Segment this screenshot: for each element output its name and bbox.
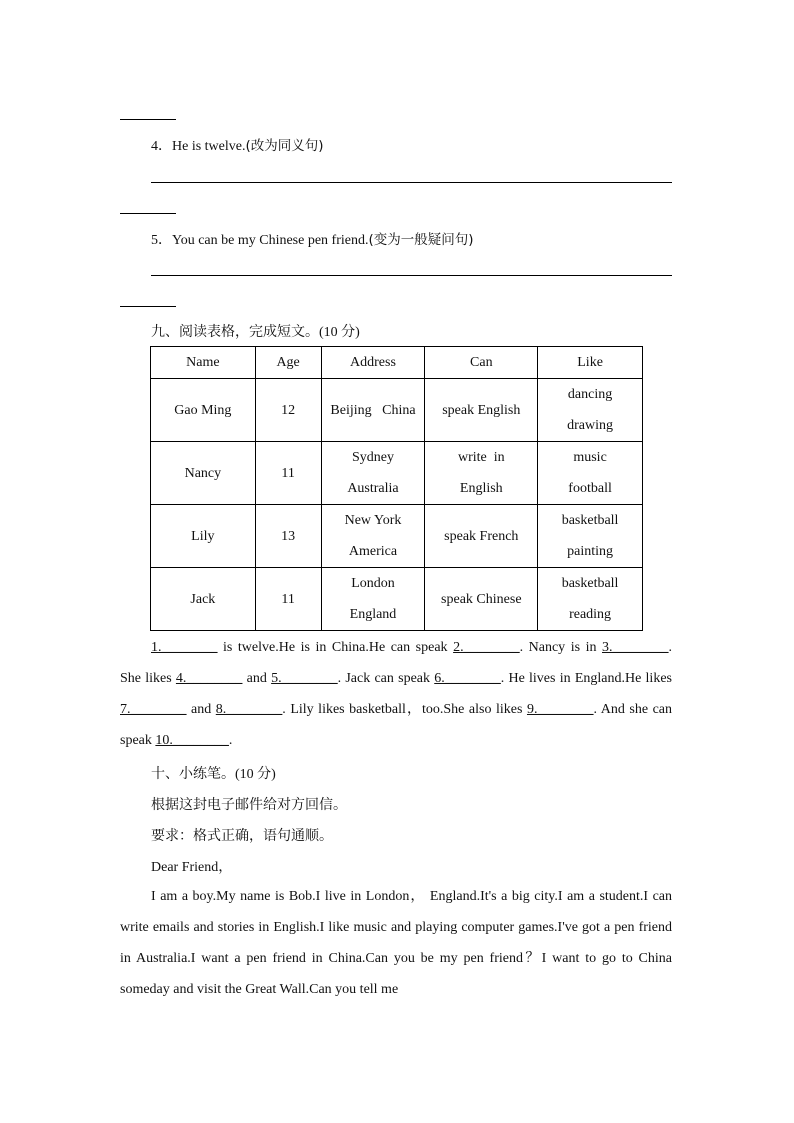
header-address: Address [321, 347, 425, 379]
blank-7[interactable]: 7.________ [120, 702, 187, 717]
question-4-number: 4． [151, 139, 172, 154]
blank-9[interactable]: 9.________ [526, 702, 594, 717]
section-10-instruction: 根据这封电子邮件给对方回信。 [151, 797, 347, 813]
section-9-heading [151, 321, 360, 341]
passage-text: . And she can speak [120, 702, 672, 748]
question-5 [151, 228, 474, 249]
cell-age: 11 [255, 568, 321, 631]
cell-address-line: America [348, 544, 398, 559]
cell-like [538, 568, 643, 631]
table-row [151, 379, 643, 442]
cell-address-line: London [351, 576, 395, 591]
question-4 [151, 134, 324, 155]
cell-name: Jack [151, 568, 256, 631]
question-5-text: You can be my Chinese pen friend. [172, 233, 369, 248]
cell-name: Gao Ming [151, 379, 256, 442]
cell-like-line: music [573, 450, 607, 465]
question-4-hint: (改为同义句) [245, 138, 324, 154]
cell-like [538, 442, 643, 505]
question-5-hint: (变为一般疑问句) [368, 232, 474, 248]
cell-like [538, 379, 643, 442]
passage-text: . [228, 733, 233, 748]
section-10-heading [151, 763, 276, 783]
cell-like-line: football [568, 481, 612, 496]
cell-address-line: Sydney [351, 450, 394, 465]
cell-can [425, 568, 538, 631]
passage-text: . Jack can speak [337, 671, 435, 686]
answer-line-5[interactable] [151, 275, 672, 276]
cell-can-line: speak English [442, 402, 521, 418]
passage-text: . Lily likes basketball，too.She also likes [282, 702, 527, 717]
cell-address [321, 505, 425, 568]
passage-text: . He lives in England.He likes [500, 671, 672, 686]
cell-like-line: basketball [561, 576, 619, 591]
answer-line-5-end[interactable] [120, 306, 176, 307]
answer-line-4[interactable] [151, 182, 672, 183]
cell-like [538, 505, 643, 568]
table-row [151, 442, 643, 505]
blank-2[interactable]: 2.________ [453, 640, 520, 655]
blank-3[interactable]: 3.________ [602, 640, 669, 655]
section-10-requirement: 要求：格式正确，语句通顺。 [151, 828, 333, 844]
cell-can [425, 442, 538, 505]
table-header-row [151, 347, 643, 379]
header-can: Can [425, 347, 538, 379]
cell-can-line: speak French [444, 528, 519, 544]
cell-can-line: speak Chinese [441, 591, 522, 607]
blank-6[interactable]: 6.________ [434, 671, 501, 686]
passage-text: . Nancy is in [519, 640, 603, 655]
cell-like-line: dancing [567, 387, 613, 402]
blank-8[interactable]: 8.________ [215, 702, 283, 717]
letter-greeting: Dear Friend， [151, 860, 233, 875]
table-row [151, 505, 643, 568]
passage-text: and [242, 671, 272, 686]
cell-like-line: reading [569, 607, 612, 622]
cell-address-line: England [349, 607, 397, 622]
passage-text: is twelve.He is in China.He can speak [217, 640, 454, 655]
blank-5[interactable]: 5.________ [271, 671, 338, 686]
cell-address [321, 379, 425, 442]
passage-text: and [186, 702, 216, 717]
answer-line-4-end[interactable] [120, 213, 176, 214]
cell-address [321, 442, 425, 505]
cell-address-line: Australia [347, 481, 399, 496]
blank-1[interactable]: 1.________ [151, 640, 218, 655]
cell-can [425, 379, 538, 442]
header-name: Name [151, 347, 256, 379]
section-9-title: 九、阅读表格，完成短文。 [151, 324, 319, 340]
cell-name: Lily [151, 505, 256, 568]
cell-can-line: English [459, 481, 503, 496]
cell-name: Nancy [151, 442, 256, 505]
cell-age: 11 [255, 442, 321, 505]
blank-4[interactable]: 4.________ [175, 671, 243, 686]
cell-like-line: painting [567, 544, 614, 559]
table-row [151, 568, 643, 631]
section-10-points: (10 分) [235, 767, 276, 782]
blank-10[interactable]: 10.________ [155, 733, 229, 748]
header-like: Like [538, 347, 643, 379]
question-5-number: 5． [151, 233, 172, 248]
header-age: Age [255, 347, 321, 379]
cell-like-line: drawing [567, 418, 614, 433]
section-9-points: (10 分) [319, 325, 360, 340]
cell-address-line: Beijing China [330, 402, 416, 418]
question-4-text: He is twelve. [172, 139, 246, 154]
cell-address-line: New York [344, 513, 402, 528]
cell-age: 12 [255, 379, 321, 442]
passage-text: . She likes [120, 640, 673, 686]
cell-can [425, 505, 538, 568]
info-table [150, 346, 643, 631]
section-10-title: 十、小练笔。 [151, 766, 235, 782]
letter-body: I am a boy.My name is Bob.I live in London， England.It's a big city.I am a student.I can write emails and stories in English.I like music and playing computer games.I've got a pen friend in Australia.I want a pen friend in China.Can you be my pen friend？I want to go to China someday and visit the Great Wall.Can you tell me [120, 889, 672, 997]
cell-address [321, 568, 425, 631]
answer-line-3-end[interactable] [120, 119, 176, 120]
cell-like-line: basketball [561, 513, 619, 528]
cell-can-line: write in [457, 450, 505, 465]
cloze-passage [120, 632, 672, 756]
cell-age: 13 [255, 505, 321, 568]
